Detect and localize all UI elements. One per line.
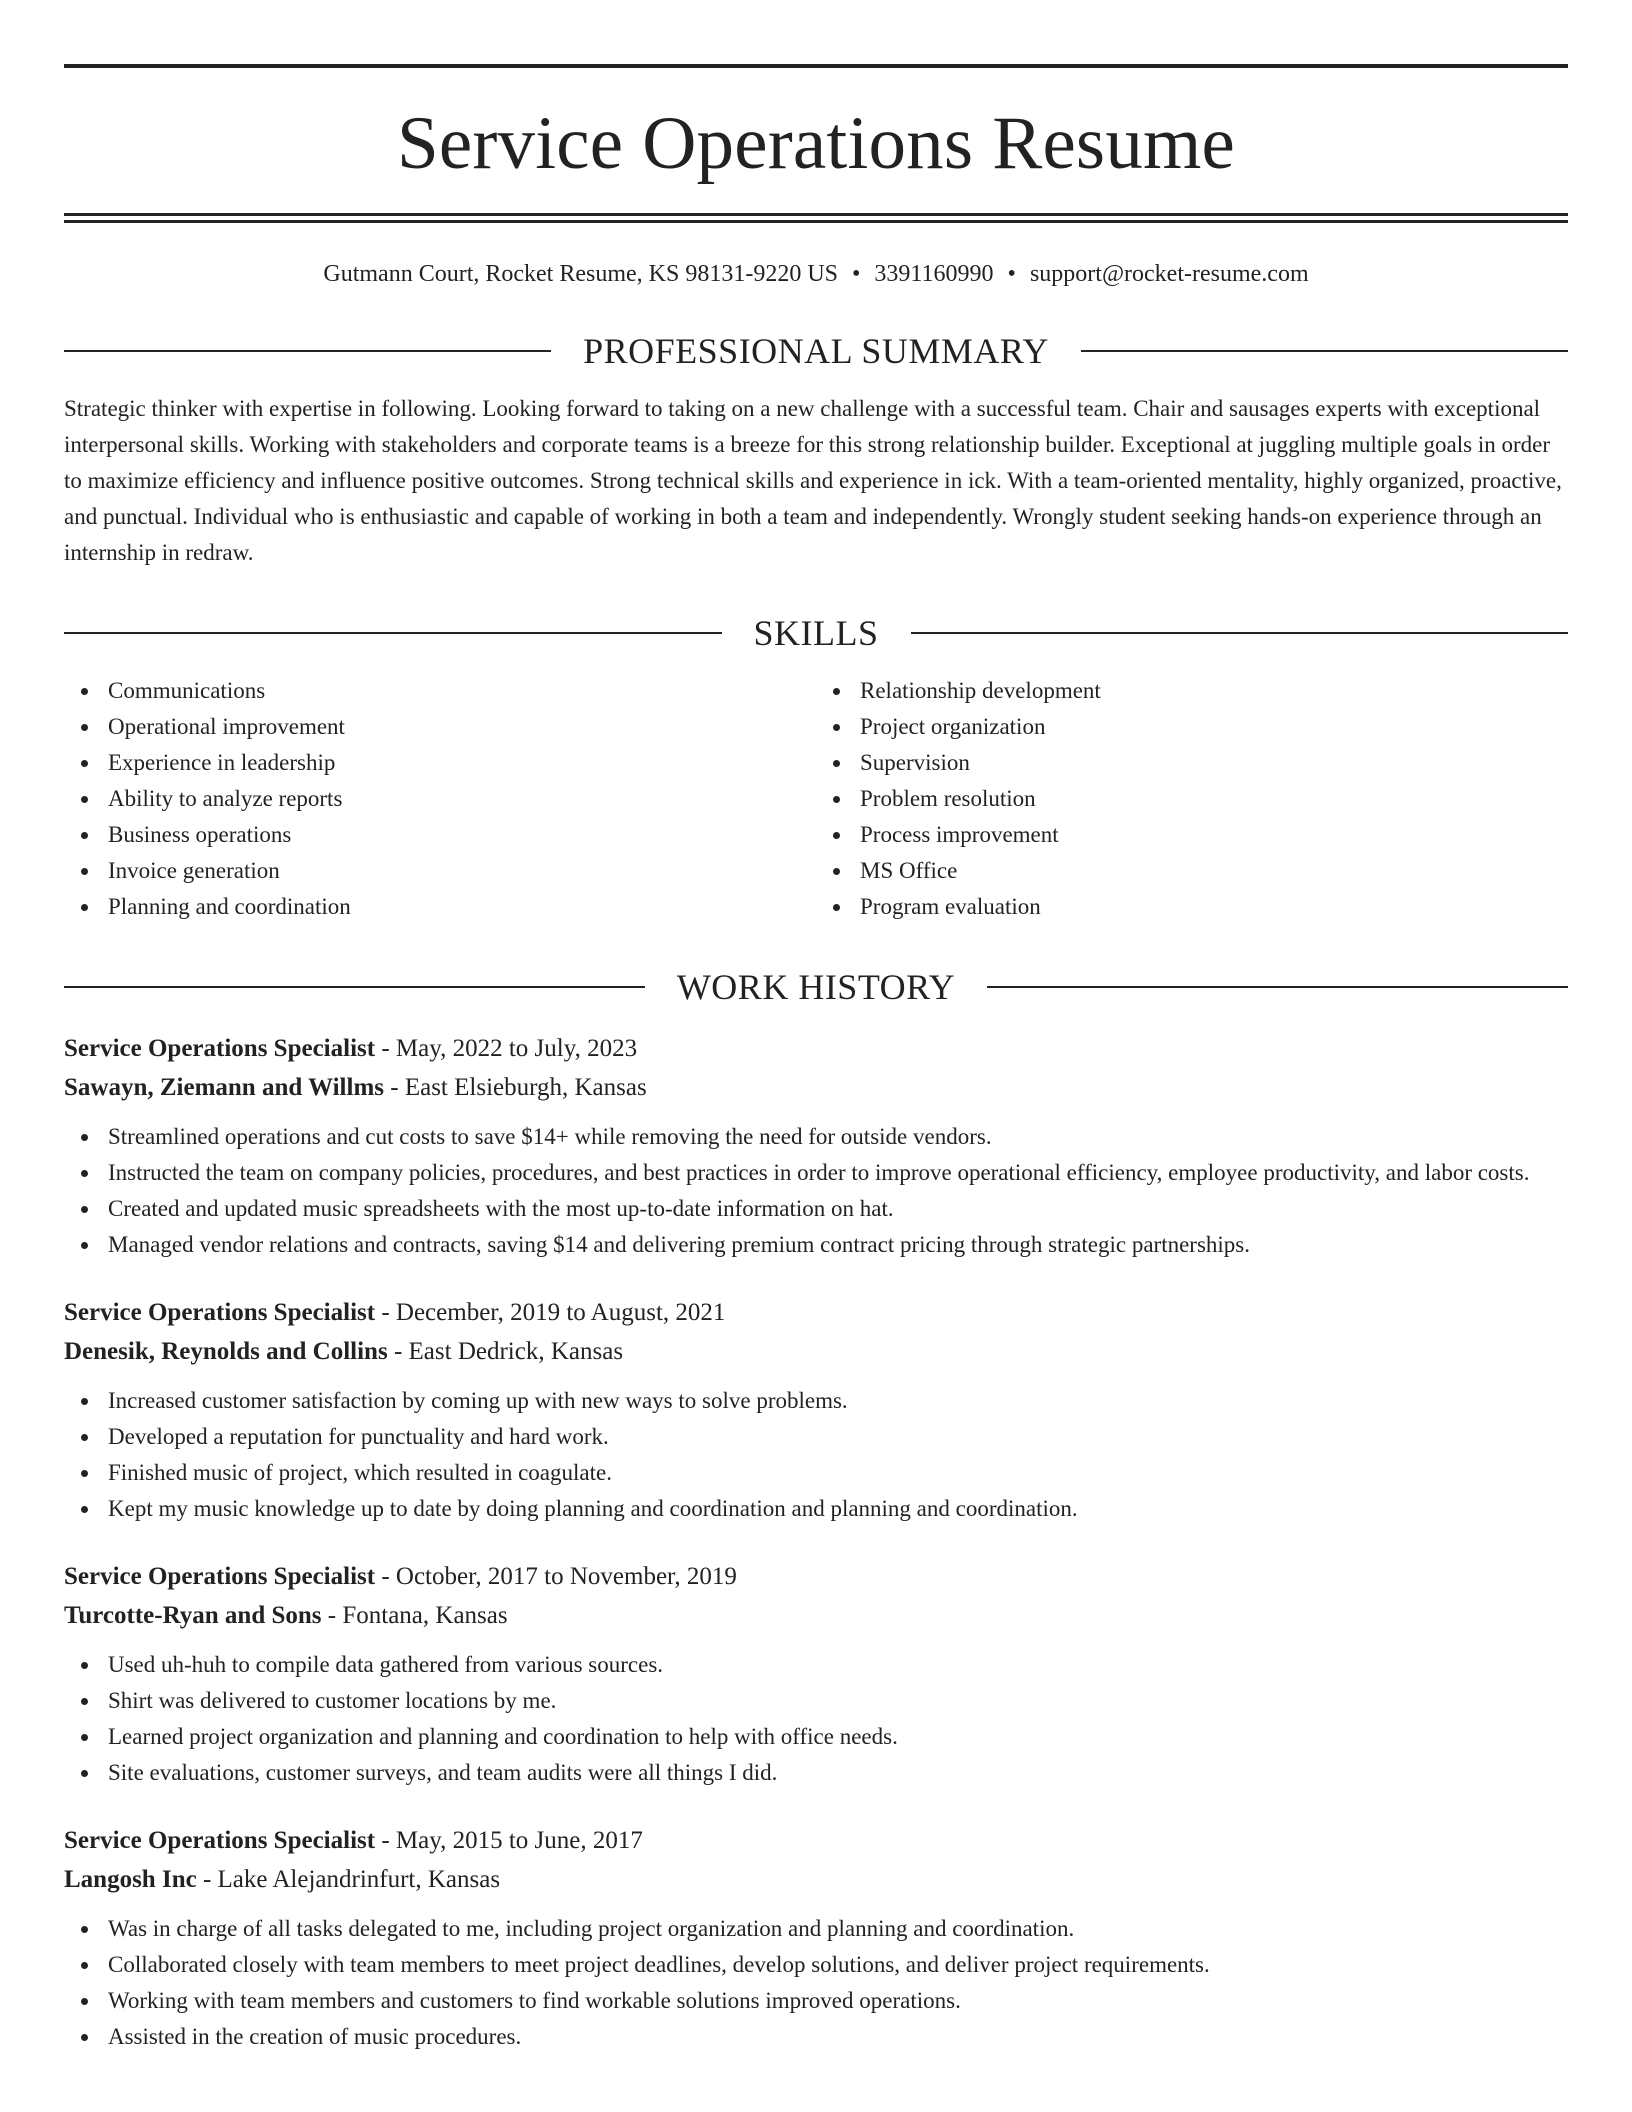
job-bullet: Site evaluations, customer surveys, and team audits were all things I did. (64, 1755, 1568, 1791)
skill-item: Ability to analyze reports (64, 781, 816, 817)
job-company: Turcotte-Ryan and Sons (64, 1602, 322, 1629)
title-double-rule (64, 213, 1568, 223)
job-location: - East Elsieburgh, Kansas (384, 1074, 647, 1101)
work-history-heading (64, 967, 1568, 1007)
skill-item: Supervision (816, 745, 1568, 781)
skill-item: Operational improvement (64, 709, 816, 745)
top-rule (64, 64, 1568, 68)
skill-item: MS Office (816, 853, 1568, 889)
job-title: Service Operations Specialist (64, 1035, 376, 1062)
skill-item: Relationship development (816, 673, 1568, 709)
job-bullet: Streamlined operations and cut costs to save $14+ while removing the need for outside vendors. (64, 1119, 1568, 1155)
skill-item: Project organization (816, 709, 1568, 745)
job-location: - Lake Alejandrinfurt, Kansas (196, 1866, 501, 1893)
job-entry (64, 1557, 1568, 1791)
heading-rule-left (64, 632, 722, 634)
skills-column-left (64, 673, 816, 925)
job-company: Langosh Inc (64, 1866, 197, 1893)
heading-rule-right (1081, 350, 1568, 352)
job-entry (64, 1029, 1568, 1263)
heading-rule-left (64, 986, 645, 988)
summary-text: Strategic thinker with expertise in following. Looking forward to taking on a new challenge with a successful team. Chair and sausages experts with exceptional interpersonal skills. Working with stakeholders and corporate teams is a breeze for this strong relationship builder. Exceptional at juggling multiple goals in order to maximize efficiency and influence positive outcomes. Strong technical skills and experience in ick. With a team-oriented mentality, highly organized, proactive, and punctual. Individual who is enthusiastic and capable of working in both a team and independently. Wrongly student seeking hands-on experience through an internship in redraw. (64, 396, 1562, 565)
job-company: Sawayn, Ziemann and Willms (64, 1074, 385, 1101)
job-bullet: Instructed the team on company policies, procedures, and best practices in order to improve operational efficiency, employee productivity, and labor costs. (64, 1155, 1568, 1191)
job-title-line (64, 1029, 1568, 1068)
job-bullet: Working with team members and customers to find workable solutions improved operations. (64, 1983, 1568, 2019)
contact-address: Gutmann Court, Rocket Resume, KS 98131-9220 US (323, 261, 839, 287)
job-dates: - May, 2015 to June, 2017 (375, 1827, 643, 1854)
job-bullet: Finished music of project, which resulted in coagulate. (64, 1455, 1568, 1491)
job-company: Denesik, Reynolds and Collins (64, 1338, 388, 1365)
skill-item: Planning and coordination (64, 889, 816, 925)
contact-line (64, 259, 1568, 289)
heading-rule-right (987, 986, 1568, 988)
job-title-line (64, 1293, 1568, 1332)
contact-phone: 3391160990 (874, 261, 994, 287)
skills-column-right (816, 673, 1568, 925)
job-bullet: Shirt was delivered to customer locations by me. (64, 1683, 1568, 1719)
summary-heading-label: PROFESSIONAL SUMMARY (583, 331, 1049, 371)
job-bullets (64, 1119, 1568, 1263)
work-history-heading-label: WORK HISTORY (676, 967, 956, 1007)
job-dates: - December, 2019 to August, 2021 (375, 1299, 726, 1326)
job-bullet: Developed a reputation for punctuality and hard work. (64, 1419, 1568, 1455)
job-location: - East Dedrick, Kansas (387, 1338, 624, 1365)
job-bullet: Was in charge of all tasks delegated to me, including project organization and planning and coordination. (64, 1911, 1568, 1947)
skill-item: Communications (64, 673, 816, 709)
job-dates: - May, 2022 to July, 2023 (375, 1035, 638, 1062)
job-company-line (64, 1068, 1568, 1107)
skills-heading-label: SKILLS (753, 613, 879, 653)
job-bullet: Increased customer satisfaction by coming up with new ways to solve problems. (64, 1383, 1568, 1419)
job-bullets (64, 1383, 1568, 1527)
skills-list (64, 673, 1568, 925)
job-bullets (64, 1647, 1568, 1791)
job-title-line (64, 1821, 1568, 1860)
resume-page (64, 64, 1568, 2055)
job-bullet: Kept my music knowledge up to date by doing planning and coordination and planning and coordination. (64, 1491, 1568, 1527)
resume-title: Service Operations Resume (396, 102, 1236, 185)
skill-item: Process improvement (816, 817, 1568, 853)
heading-rule-right (911, 632, 1569, 634)
job-entry (64, 1293, 1568, 1527)
skill-item: Problem resolution (816, 781, 1568, 817)
job-location: - Fontana, Kansas (321, 1602, 508, 1629)
skill-item: Program evaluation (816, 889, 1568, 925)
skill-item: Experience in leadership (64, 745, 816, 781)
job-company-line (64, 1332, 1568, 1371)
job-company-line (64, 1860, 1568, 1899)
job-entry (64, 1821, 1568, 2055)
job-bullet: Created and updated music spreadsheets with the most up-to-date information on hat. (64, 1191, 1568, 1227)
job-title-line (64, 1557, 1568, 1596)
summary-heading (64, 331, 1568, 371)
contact-email: support@rocket-resume.com (1029, 261, 1309, 287)
skill-item: Business operations (64, 817, 816, 853)
job-bullet: Managed vendor relations and contracts, saving $14 and delivering premium contract pricing through strategic partnerships. (64, 1227, 1568, 1263)
job-bullet: Learned project organization and planning and coordination to help with office needs. (64, 1719, 1568, 1755)
job-bullet: Assisted in the creation of music procedures. (64, 2019, 1568, 2055)
skill-item: Invoice generation (64, 853, 816, 889)
job-title: Service Operations Specialist (64, 1299, 376, 1326)
skills-heading (64, 613, 1568, 653)
contact-separator: • (852, 261, 861, 287)
job-bullet: Collaborated closely with team members to meet project deadlines, develop solutions, and deliver project requirements. (64, 1947, 1568, 1983)
job-company-line (64, 1596, 1568, 1635)
job-bullet: Used uh-huh to compile data gathered from various sources. (64, 1647, 1568, 1683)
job-bullets (64, 1911, 1568, 2055)
contact-separator: • (1007, 261, 1016, 287)
job-dates: - October, 2017 to November, 2019 (375, 1563, 737, 1590)
heading-rule-left (64, 350, 551, 352)
work-history-list (64, 1029, 1568, 2055)
job-title: Service Operations Specialist (64, 1827, 376, 1854)
job-title: Service Operations Specialist (64, 1563, 376, 1590)
